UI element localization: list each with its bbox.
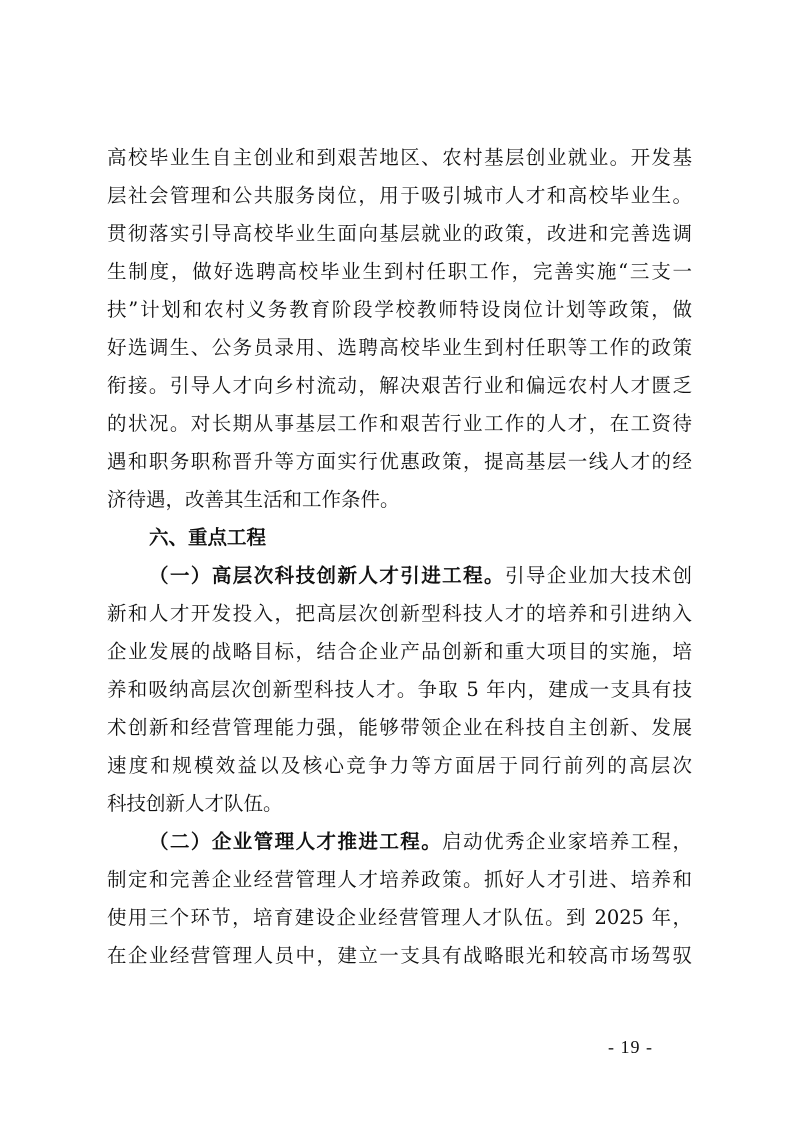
paragraph-line: 企业发展的战略目标，结合企业产品创新和重大项目的实施，培 <box>107 640 692 663</box>
paragraph-line: 制定和完善企业经营管理人才培养政策。抓好人才引进、培养和 <box>107 868 692 891</box>
item-2-first-line-rest: 启动优秀企业家培养工程， <box>442 830 692 853</box>
paragraph-line: 在企业经营管理人员中，建立一支具有战略眼光和较高市场驾驭 <box>107 944 692 967</box>
page-number: - 19 - <box>608 1037 653 1057</box>
item-1-lead: （一）高层次科技创新人才引进工程。 <box>149 564 505 587</box>
paragraph-line: 养和吸纳高层次创新型科技人才。争取 5 年内，建成一支具有技 <box>107 678 692 701</box>
paragraph-line: 济待遇，改善其生活和工作条件。 <box>107 488 400 511</box>
paragraph-line: 新和人才开发投入，把高层次创新型科技人才的培养和引进纳入 <box>107 602 692 625</box>
paragraph-line: 扶”计划和农村义务教育阶段学校教师特设岗位计划等政策，做 <box>107 298 692 321</box>
paragraph-line: 好选调生、公务员录用、选聘高校毕业生到村任职等工作的政策 <box>107 336 692 359</box>
item-1-first-line-rest: 引导企业加大技术创 <box>504 564 692 587</box>
paragraph-line: 科技创新人才队伍。 <box>107 792 283 815</box>
body-text <box>107 139 692 975</box>
paragraph-line: 遇和职务职称晋升等方面实行优惠政策，提高基层一线人才的经 <box>107 450 692 473</box>
item-2-first-line <box>107 823 692 861</box>
paragraph-line: 生制度，做好选聘高校毕业生到村任职工作，完善实施“三支一 <box>107 260 692 283</box>
section-heading: 六、重点工程 <box>149 526 267 549</box>
item-2-lead: （二）企业管理人才推进工程。 <box>149 830 443 853</box>
paragraph-line: 贯彻落实引导高校毕业生面向基层就业的政策，改进和完善选调 <box>107 222 692 245</box>
paragraph-line: 速度和规模效益以及核心竞争力等方面居于同行前列的高层次 <box>107 754 692 777</box>
item-1-first-line <box>107 557 692 595</box>
paragraph-line: 衔接。引导人才向乡村流动，解决艰苦行业和偏远农村人才匮乏 <box>107 374 692 397</box>
paragraph-line: 高校毕业生自主创业和到艰苦地区、农村基层创业就业。开发基 <box>107 146 692 169</box>
paragraph-line: 的状况。对长期从事基层工作和艰苦行业工作的人才，在工资待 <box>107 412 692 435</box>
paragraph-line: 使用三个环节，培育建设企业经营管理人才队伍。到 2025 年， <box>107 906 692 929</box>
paragraph-line: 术创新和经营管理能力强，能够带领企业在科技自主创新、发展 <box>107 716 692 739</box>
paragraph-line: 层社会管理和公共服务岗位，用于吸引城市人才和高校毕业生。 <box>107 184 692 207</box>
